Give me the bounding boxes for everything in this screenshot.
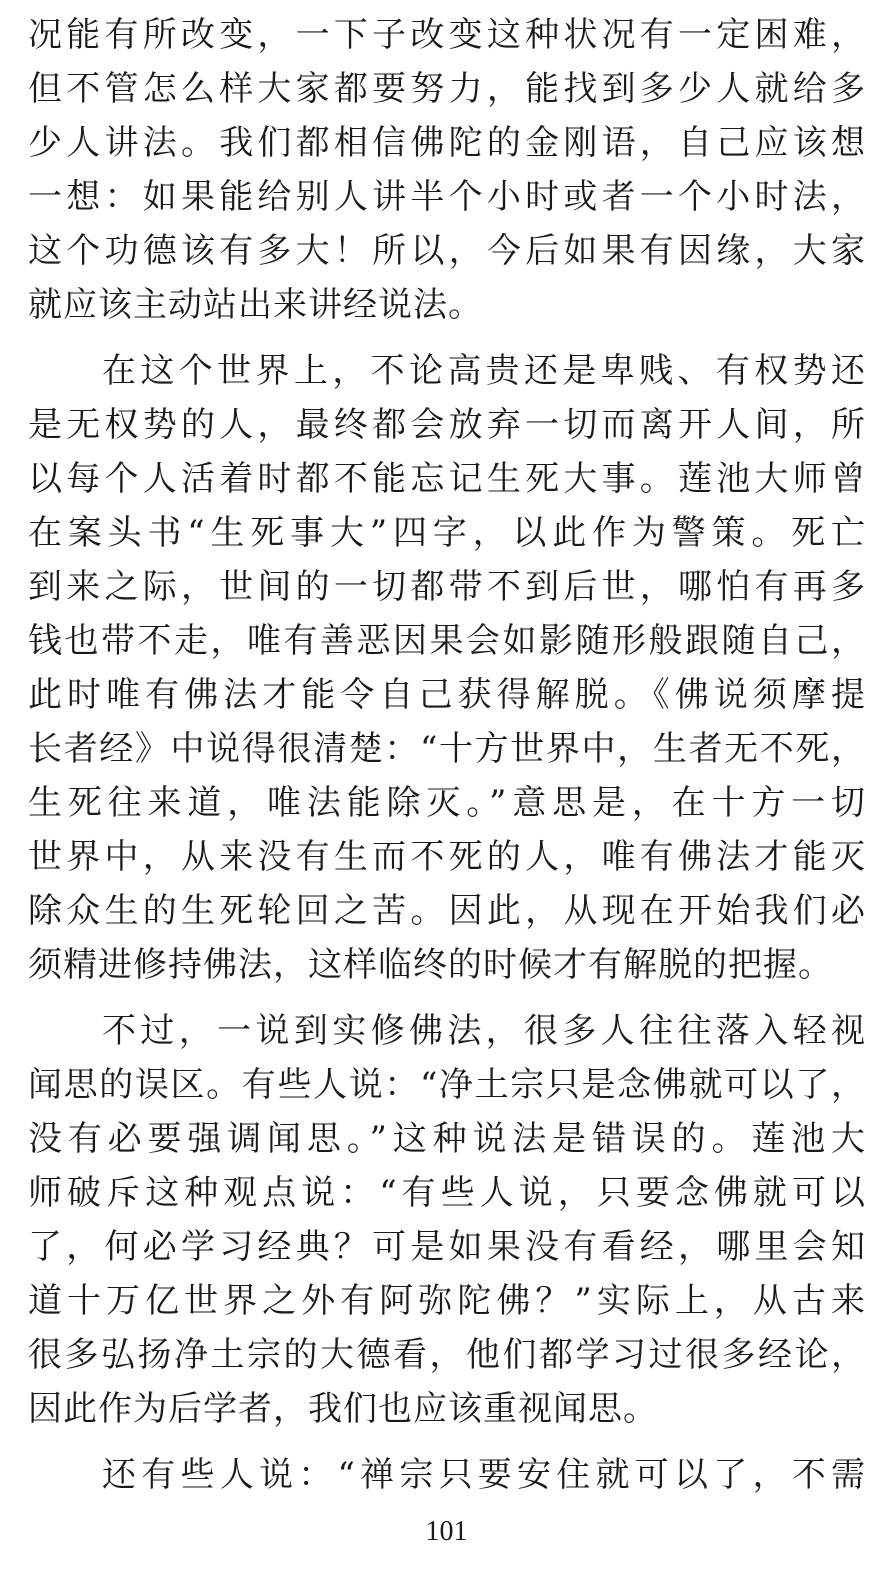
text-line: 闻思的误区。有些人说：“净土宗只是念佛就可以了， [28, 1065, 866, 1105]
text-line: 生死往来道，唯法能除灭。”意思是，在十方一切 [28, 783, 866, 823]
text-line: 在这个世界上，不论高贵还是卑贱、有权势还 [102, 351, 866, 391]
text-line: 须精进修持佛法，这样临终的时候才有解脱的把握。 [28, 945, 833, 985]
page-number: 101 [425, 1516, 468, 1547]
page-body [28, 8, 866, 1514]
text-line: 就应该主动站出来讲经说法。 [28, 285, 483, 325]
text-line: 没有必要强调闻思。”这种说法是错误的。莲池大 [28, 1119, 866, 1159]
text-line: 在案头书“生死事大”四字，以此作为警策。死亡 [28, 513, 866, 553]
text-line: 不过，一说到实修佛法，很多人往往落入轻视 [102, 1011, 866, 1051]
text-line: 况能有所改变，一下子改变这种状况有一定困难， [28, 15, 866, 55]
text-line: 以每个人活着时都不能忘记生死大事。莲池大师曾 [28, 459, 866, 499]
text-line: 一想：如果能给别人讲半个小时或者一个小时法， [28, 177, 866, 217]
text-line: 长者经》中说得很清楚：“十方世界中，生者无不死， [28, 729, 866, 769]
text-line: 此时唯有佛法才能令自己获得解脱。《佛说须摩提 [28, 675, 866, 715]
paragraph-3 [28, 1004, 866, 1436]
text-line: 少人讲法。我们都相信佛陀的金刚语，自己应该想 [28, 123, 866, 163]
text-line: 很多弘扬净土宗的大德看，他们都学习过很多经论， [28, 1335, 866, 1375]
text-line: 到来之际，世间的一切都带不到后世，哪怕有再多 [28, 567, 866, 607]
text-line: 师破斥这种观点说：“有些人说，只要念佛就可以 [28, 1173, 866, 1213]
text-line: 道十万亿世界之外有阿弥陀佛？”实际上，从古来 [28, 1281, 866, 1321]
text-line: 钱也带不走，唯有善恶因果会如影随形般跟随自己， [28, 621, 866, 661]
text-line: 世界中，从来没有生而不死的人，唯有佛法才能灭 [28, 837, 866, 877]
paragraph-1 [28, 8, 866, 332]
text-line: 是无权势的人，最终都会放弃一切而离开人间，所 [28, 405, 866, 445]
text-line: 了，何必学习经典？可是如果没有看经，哪里会知 [28, 1227, 866, 1267]
text-line: 还有些人说：“禅宗只要安住就可以了，不需 [102, 1455, 866, 1495]
text-line: 但不管怎么样大家都要努力，能找到多少人就给多 [28, 69, 866, 109]
paragraph-2 [28, 344, 866, 992]
paragraph-4 [28, 1448, 866, 1502]
text-line: 因此作为后学者，我们也应该重视闻思。 [28, 1389, 658, 1429]
text-line: 除众生的生死轮回之苦。因此，从现在开始我们必 [28, 891, 866, 931]
text-line: 这个功德该有多大！所以，今后如果有因缘，大家 [28, 231, 866, 271]
